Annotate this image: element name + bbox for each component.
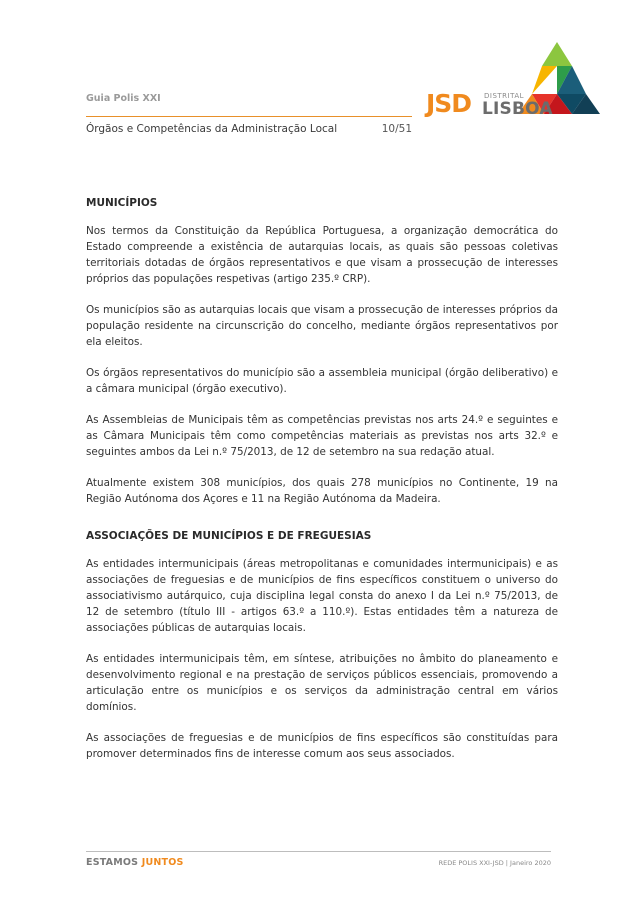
paragraph: As Assembleias de Municipais têm as competências previstas nos arts 24.º e seguintes e as Câmara Municipais têm como competências materiais as previstas nos arts 32.º e seguintes ambos da Lei n.º 75/2013, de 12 de setembro na sua redação atual. [86, 414, 558, 458]
logo-jsd-text: JSD [426, 89, 472, 118]
page-number: 10/51 [381, 123, 412, 135]
document-title: Órgãos e Competências da Administração Local [86, 123, 338, 135]
paragraph: Os órgãos representativos do município são a assembleia municipal (órgão deliberativo) e a câmara municipal (órgão executivo). [86, 367, 558, 395]
logo-shard-top [542, 42, 572, 66]
paragraph: Atualmente existem 308 municípios, dos quais 278 municípios no Continente, 19 na Região Autónoma dos Açores e 11 na Região Autónoma da Madeira. [86, 477, 558, 505]
main-content [86, 197, 558, 777]
footer-slogan [86, 857, 184, 868]
footer-slogan-a: ESTAMOS [86, 857, 139, 868]
paragraph: As associações de freguesias e de municípios de fins específicos são constituídas para promover determinados fins de interesse comum aos seus associados. [86, 732, 558, 760]
section-gap [86, 522, 558, 530]
paragraph: Os municípios são as autarquias locais que visam a prossecução de interesses próprios da população residente na circunscrição do concelho, mediante órgãos representativos por ela eleitos. [86, 304, 558, 348]
header-rule [86, 116, 412, 117]
section-heading-associacoes: ASSOCIAÇÕES DE MUNICÍPIOS E DE FREGUESIAS [86, 530, 372, 542]
logo-lisboa-text: LISBOA [482, 99, 553, 119]
footer-right-text: REDE POLIS XXI-JSD | Janeiro 2020 [438, 859, 551, 867]
paragraph: As entidades intermunicipais (áreas metropolitanas e comunidades intermunicipais) e as associações de freguesias e de municípios de fins específicos constituem o universo do associativismo autárquico, cuja disciplina legal consta do anexo I da Lei n.º 75/2013, de 12 de setembro (título III - artigos 63.º a 110.º). Estas entidades têm a natureza de associações públicas de autarquias locais. [86, 558, 558, 634]
paragraph: As entidades intermunicipais têm, em síntese, atribuições no âmbito do planeamento e desenvolvimento regional e na prestação de serviços públicos essenciais, promovendo a articulação entre os municípios e os serviços da administração central em vários domínios. [86, 653, 558, 713]
paragraph: Nos termos da Constituição da República Portuguesa, a organização democrática do Estado compreende a existência de autarquias locais, as quais são pessoas coletivas territoriais dotadas de órgãos representativos e que visam a prossecução de interesses próprios das populações respetivas (artigo 235.º CRP). [86, 225, 558, 285]
section-heading-municipios: MUNICÍPIOS [86, 197, 158, 209]
logo-distrital-text: DISTRITAL [484, 92, 525, 100]
logo-shard-left [532, 66, 557, 94]
footer-rule [86, 851, 551, 852]
header-guide-label: Guia Polis XXI [86, 93, 161, 104]
footer-slogan-b: JUNTOS [141, 857, 184, 868]
